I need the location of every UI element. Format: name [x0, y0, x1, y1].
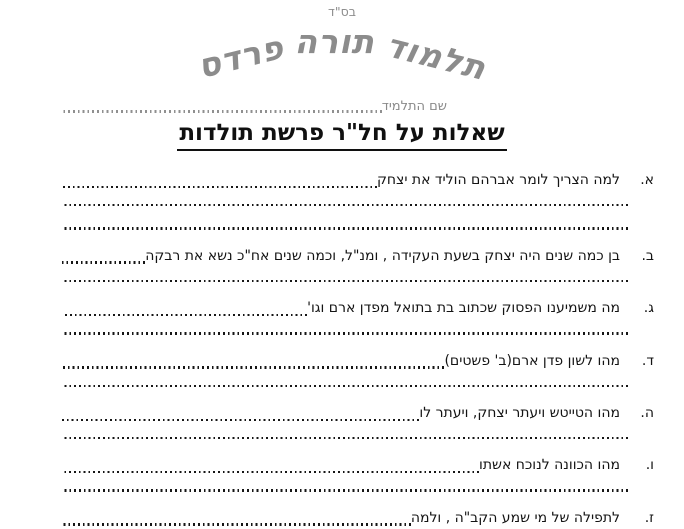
- question-trailing-dots: [62, 523, 411, 525]
- answer-dotted-line: [62, 280, 628, 282]
- logo-word: תורה: [294, 22, 375, 61]
- answer-dotted-line: [62, 227, 628, 229]
- question-row: [62, 298, 654, 319]
- bsd-text: בס"ד: [328, 4, 356, 19]
- question-letter: א.: [640, 172, 654, 188]
- answer-dotted-line: [62, 204, 628, 206]
- question-trailing-dots: [62, 186, 377, 188]
- answer-dotted-line: [62, 385, 628, 387]
- question-text: מהו הטייטש ויעתר יצחק, ויעתר לו: [419, 404, 620, 421]
- question-row: [62, 246, 654, 267]
- question-letter: ג.: [643, 300, 654, 317]
- question-letter: ב.: [641, 247, 654, 264]
- question-text: מה משמיענו הפסוק שכתוב בת בתואל מפדן ארם וגו': [307, 300, 620, 317]
- answer-dotted-line: [62, 437, 628, 439]
- question-trailing-dots: [62, 366, 444, 368]
- question-text: מהו לשון פדן ארם(ב' פשטים): [444, 352, 620, 369]
- question-text: בן כמה שנים היה יצחק בשעת העקידה , ומנ"ל, וכמה שנים אח"כ נשא את רבקה: [145, 247, 620, 264]
- student-name-label: שם התלמיד: [381, 99, 447, 114]
- question-text: מהו הכוונה לנוכח אשתו: [479, 457, 620, 474]
- question-letter: ד.: [641, 352, 654, 369]
- question-row: [62, 508, 654, 529]
- question-trailing-dots: [62, 471, 479, 473]
- question-letter: ז.: [644, 509, 654, 526]
- questions-list: [62, 170, 654, 529]
- question-row: [62, 403, 654, 424]
- question-trailing-dots: [62, 419, 419, 421]
- question-text: למה הצריך לומר אברהם הוליד את יצחק: [376, 172, 620, 188]
- student-name-dotted-line: [63, 110, 382, 112]
- school-logo: [0, 22, 684, 100]
- logo-word: תלמוד: [381, 25, 491, 88]
- question-letter: ו.: [645, 457, 654, 474]
- question-row: [62, 455, 654, 476]
- question-trailing-dots: [62, 261, 145, 263]
- student-name-row: [63, 99, 447, 115]
- logo-word: פרדס: [193, 27, 288, 86]
- answer-dotted-line: [62, 489, 628, 491]
- question-text: לתפילה של מי שמע הקב"ה , ולמה: [410, 509, 620, 526]
- question-letter: ה.: [640, 404, 654, 421]
- question-row: [62, 351, 654, 372]
- title-wrap: [0, 119, 684, 151]
- question-trailing-dots: [62, 314, 307, 316]
- answer-dotted-line: [62, 332, 628, 334]
- worksheet-title: שאלות על חל"ר פרשת תולדות: [177, 119, 506, 151]
- question-row: [62, 170, 654, 191]
